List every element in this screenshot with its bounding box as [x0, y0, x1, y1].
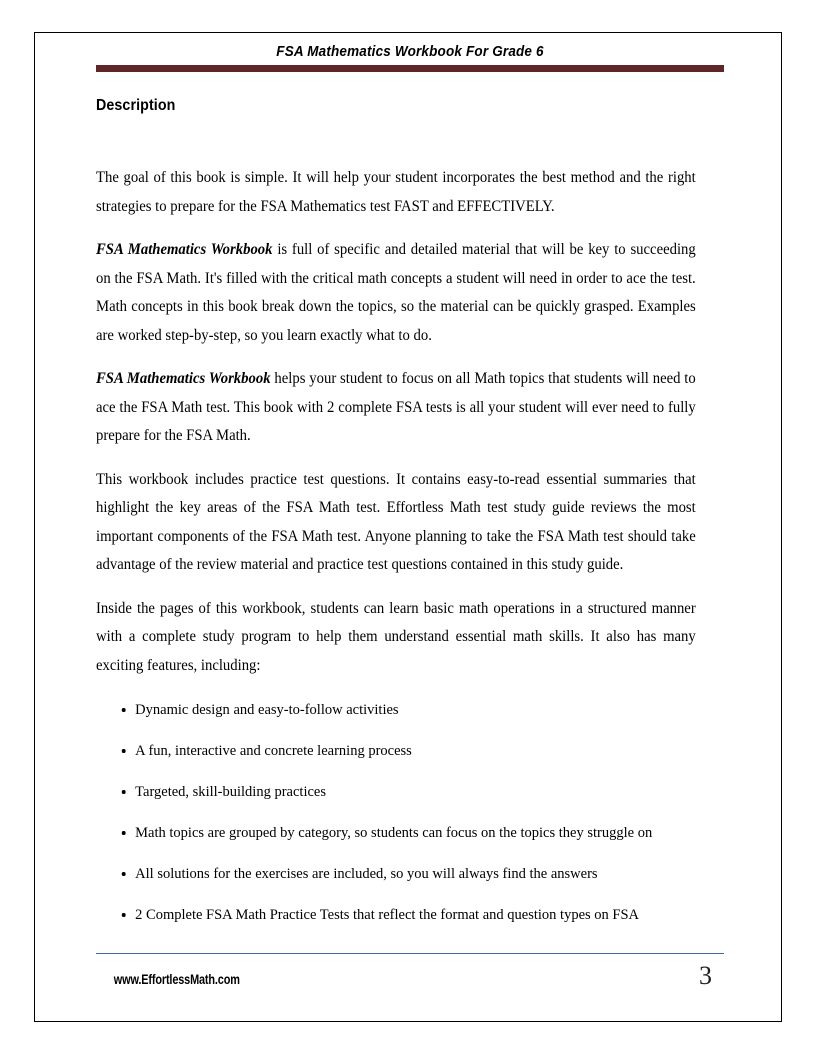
document-footer [96, 953, 724, 989]
bullet-icon [122, 790, 125, 794]
section-heading: Description [96, 97, 176, 114]
running-header-title: FSA Mathematics Workbook For Grade 6 [276, 44, 544, 60]
list-item [96, 696, 696, 725]
bullet-icon [122, 831, 125, 835]
bullet-icon [122, 913, 125, 917]
feature-list [96, 696, 724, 930]
paragraph [96, 365, 696, 451]
list-item [96, 860, 696, 889]
list-item-label: Targeted, skill-building practices [135, 783, 327, 800]
paragraph [96, 466, 696, 580]
paragraph-text: helps your student to focus on all Math topics that students will need to ace the FSA Math test. This book with 2 complete FSA tests is all your student will ever need to fully prepare for the FSA Math. [96, 370, 696, 444]
list-item [96, 901, 696, 930]
list-item [96, 819, 696, 848]
paragraph [96, 164, 696, 221]
list-item [96, 737, 696, 766]
list-item-label: All solutions for the exercises are included, so you will always find the answers [135, 865, 598, 882]
paragraph-lead: FSA Mathematics Workbook [96, 241, 273, 258]
footer-rule [96, 953, 724, 954]
list-item [96, 778, 696, 807]
paragraph-text: The goal of this book is simple. It will help your student incorporates the best method and the right strategies to prepare for the FSA Mathematics test FAST and EFFECTIVELY. [96, 169, 696, 215]
footer-row [96, 963, 724, 989]
list-item-label: Dynamic design and easy-to-follow activities [135, 701, 399, 718]
footer-website-link[interactable]: www.EffortlessMath.com [113, 971, 240, 987]
paragraph-text: is full of specific and detailed material that will be key to succeeding on the FSA Math. It's filled with the critical math concepts a student will need in order to ace the test. Math concepts in this book break down the topics, so the material can be quickly grasped. Examples are worked step-by-step, so you learn exactly what to do. [96, 241, 696, 344]
body-content [96, 164, 724, 930]
bullet-icon [122, 708, 125, 712]
paragraph [96, 595, 696, 681]
page-sheet [34, 32, 782, 1022]
paragraph-lead: FSA Mathematics Workbook [96, 370, 271, 387]
paragraph-text: Inside the pages of this workbook, students can learn basic math operations in a structured manner with a complete study program to help them understand essential math skills. It also has many exciting features, including: [96, 599, 696, 674]
header-rule [96, 65, 724, 72]
bullet-icon [122, 749, 125, 753]
list-item-label: Math topics are grouped by category, so students can focus on the topics they struggle on [135, 824, 653, 841]
bullet-icon [122, 872, 125, 876]
paragraph [96, 236, 696, 350]
paragraph-text: This workbook includes practice test questions. It contains easy-to-read essential summaries that highlight the key areas of the FSA Math test. Effortless Math test study guide reviews the most important components of the FSA Math test. Anyone planning to take the FSA Math test should take advantage of the review material and practice test questions contained in this study guide. [96, 470, 696, 573]
list-item-label: A fun, interactive and concrete learning process [135, 742, 412, 759]
list-item-label: 2 Complete FSA Math Practice Tests that reflect the format and question types on FSA [135, 906, 640, 923]
page-number: 3 [699, 961, 712, 990]
document-header [96, 43, 724, 72]
